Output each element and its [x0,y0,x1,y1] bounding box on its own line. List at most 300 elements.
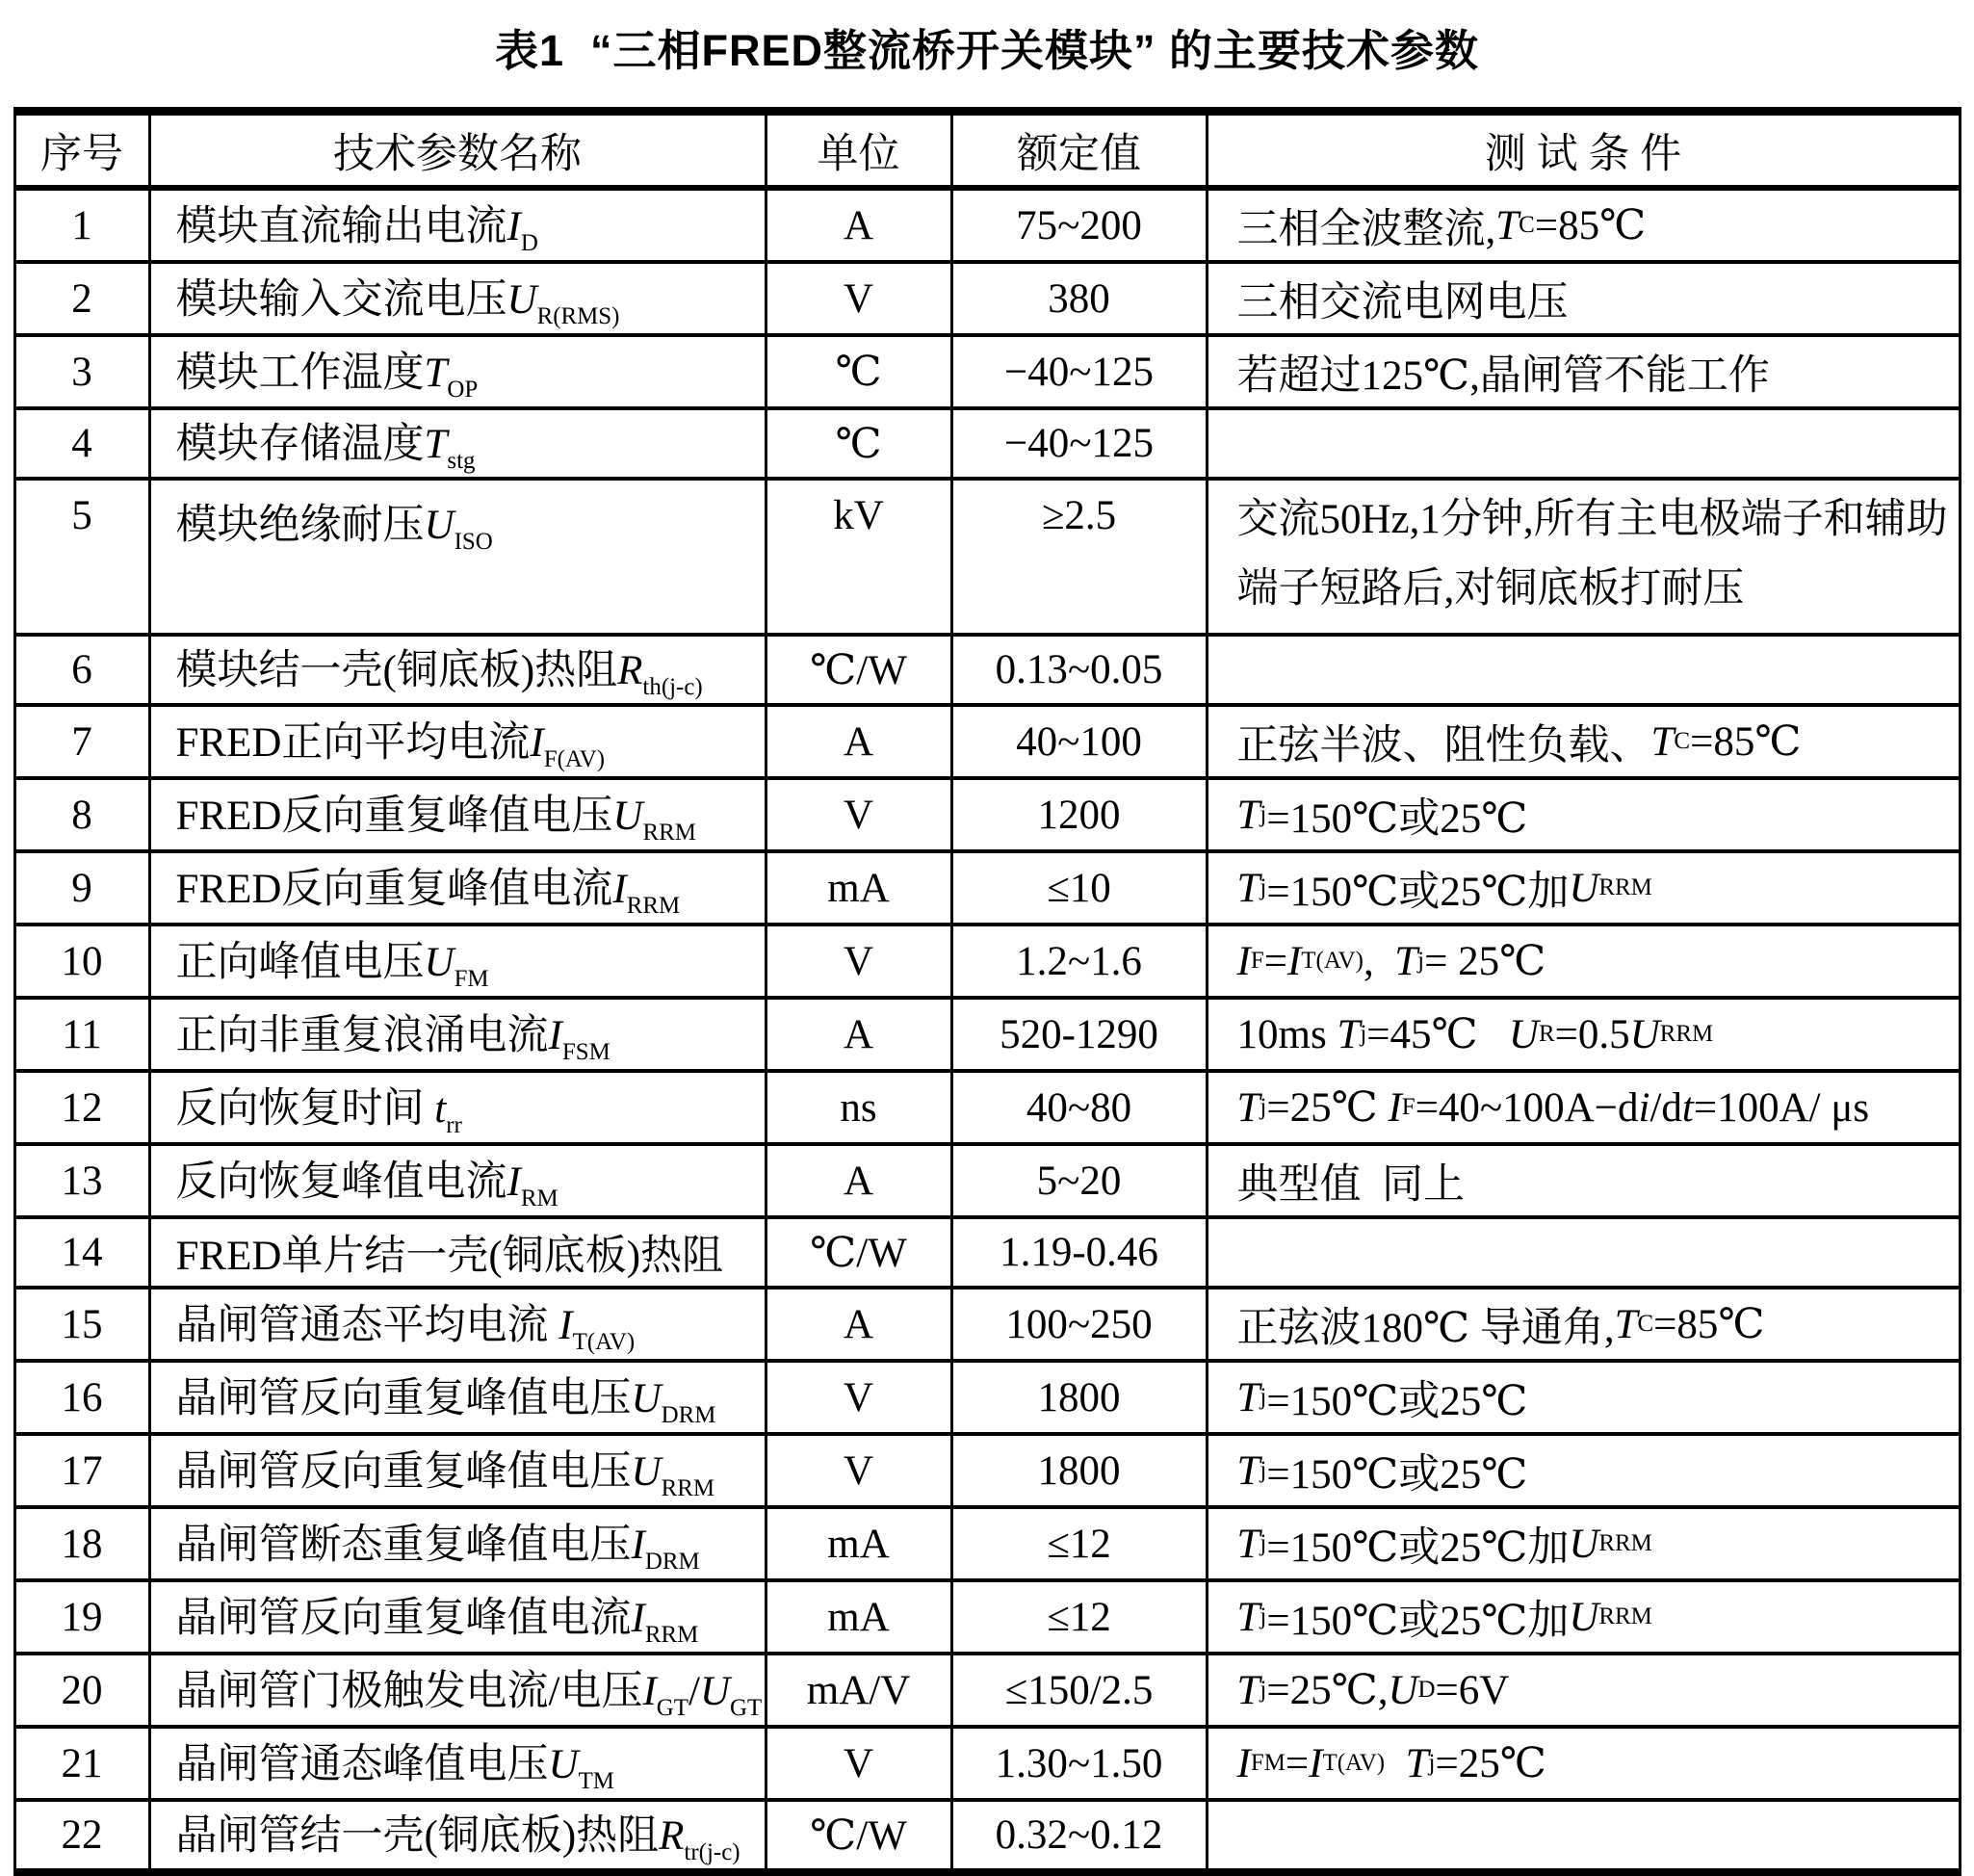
test-condition-cell [1207,705,1960,778]
symbol-subscript: FSM [561,1039,610,1066]
text-segment [1385,1740,1406,1787]
row-number-cell: 21 [14,1727,149,1800]
symbol-letter: U [1629,1011,1660,1057]
symbol-subscript: j [1260,1530,1267,1556]
text-segment: = [1263,938,1287,984]
text-segment: =6V [1435,1667,1510,1713]
row-number-cell: 2 [14,262,149,335]
unit-cell: A [766,1144,951,1217]
symbol-letter: R [617,648,643,694]
param-name-cell [149,1800,766,1872]
param-name-cell [149,1434,766,1507]
text-segment: =40~100A−d [1415,1084,1639,1131]
symbol-subscript: DRM [644,1549,700,1576]
symbol-subscript: RRM [1598,1530,1652,1556]
table-row [14,925,1960,998]
text-segment: 晶闸管通态峰值电压 [175,1741,549,1787]
symbol-letter: U [548,1741,579,1787]
row-number-cell: 19 [14,1580,149,1654]
condition-line [1237,1073,1959,1142]
table-body [14,188,1960,1872]
param-name-cell [149,851,766,925]
unit-cell: kV [766,479,951,635]
unit-cell: ℃/W [766,1217,951,1288]
symbol-letter: U [631,1448,662,1495]
symbol-subscript: T(AV) [1301,948,1364,974]
row-number-cell: 10 [14,925,149,998]
symbol-letter: T [1236,865,1260,911]
test-condition-cell [1207,1071,1960,1144]
text-segment: 三相交流电网电压 [1236,279,1569,326]
unit-cell: mA [766,1507,951,1580]
symbol-subscript: j [1260,1457,1267,1483]
symbol-letter: I [612,866,627,912]
param-name-cell [149,188,766,262]
symbol-letter: T [424,422,448,468]
row-number-cell: 13 [14,1144,149,1217]
symbol-letter: T [1236,1667,1260,1713]
row-number-cell: 22 [14,1800,149,1872]
symbol-subscript: RRM [1598,1603,1652,1629]
symbol-subscript: GT [656,1695,689,1722]
param-name-cell [149,1361,766,1434]
symbol-subscript: T(AV) [572,1329,636,1356]
param-name-cell [149,335,766,408]
symbol-letter: I [506,203,521,249]
condition-line [1237,264,1959,333]
condition-line [1237,1655,1959,1725]
symbol-subscript: TM [578,1768,614,1795]
unit-cell: mA [766,851,951,925]
symbol-subscript: j [1417,948,1425,974]
param-name-cell [149,1071,766,1144]
symbol-letter: I [558,1302,573,1348]
symbol-letter: I [530,719,544,766]
param-name-cell [149,1288,766,1361]
condition-line [1237,926,1959,996]
symbol-subscript: j [1428,1750,1436,1776]
condition-line [1237,853,1959,923]
param-name-cell [149,1144,766,1217]
row-number-cell: 1 [14,188,149,262]
table-header [14,112,1960,189]
symbol-letter: t [434,1085,447,1132]
param-name-cell [149,408,766,479]
text-segment: FRED反向重复峰值电压 [175,793,613,839]
param-name-cell [149,1507,766,1580]
text-segment: 模块直流输出电流 [175,203,507,249]
symbol-subscript: j [1260,801,1267,827]
text-segment: , [1363,938,1395,984]
row-number-cell: 14 [14,1217,149,1288]
parameters-table [13,107,1961,1876]
condition-line [1237,191,1959,260]
text-segment: 三相全波整流, [1236,206,1496,252]
row-number-cell: 20 [14,1654,149,1727]
test-condition-cell [1207,851,1960,925]
symbol-subscript: RRM [1659,1021,1714,1047]
test-condition-cell [1207,479,1960,635]
header-rated-value: 额定值 [951,112,1207,189]
test-condition-cell [1207,335,1960,408]
condition-line [1237,1146,1959,1215]
test-condition-cell [1207,1507,1960,1580]
text-segment: 晶闸管结一壳(铜底板)热阻 [175,1813,660,1860]
symbol-subscript: j [1260,1094,1267,1120]
test-condition-cell [1207,1144,1960,1217]
table-row [14,335,1960,408]
table-row [14,778,1960,851]
test-condition-cell [1207,1217,1960,1288]
header-row [14,112,1960,189]
symbol-letter: U [1569,1521,1599,1567]
test-condition-cell [1207,1434,1960,1507]
symbol-subscript: DRM [661,1402,716,1429]
row-number-cell: 3 [14,335,149,408]
symbol-subscript: rr [446,1112,462,1139]
test-condition-cell [1207,262,1960,335]
rated-value-cell: 1.19-0.46 [951,1217,1207,1288]
symbol-subscript: j [1260,1603,1267,1629]
symbol-subscript: FM [454,966,489,993]
param-name-cell [149,1580,766,1654]
symbol-subscript: R [1538,1021,1555,1047]
symbol-letter: T [1236,1374,1260,1420]
param-name-cell [149,1727,766,1800]
text-segment: 反向恢复峰值电流 [175,1159,507,1205]
symbol-letter: T [1337,1011,1361,1057]
condition-line [1237,707,1959,776]
text-segment: 模块输入交流电压 [175,276,507,323]
header-no: 序号 [14,112,149,189]
symbol-letter: i [1638,1084,1650,1131]
row-number-cell: 17 [14,1434,149,1507]
test-condition-cell [1207,1361,1960,1434]
symbol-letter: t [1681,1084,1694,1131]
symbol-subscript: RRM [626,893,681,920]
rated-value-cell: 0.13~0.05 [951,635,1207,705]
symbol-subscript: F(AV) [543,746,606,773]
symbol-letter: I [1309,1740,1323,1786]
text-segment: =25℃ [1266,1085,1389,1131]
text-segment: 端子短路后,对铜底板打耐压 [1236,565,1745,612]
unit-cell: ℃/W [766,635,951,705]
test-condition-cell [1207,188,1960,262]
param-name-cell [149,1654,766,1727]
condition-line [1237,1000,1959,1069]
table-row [14,998,1960,1071]
row-number-cell: 18 [14,1507,149,1580]
text-segment: =85℃ [1534,203,1647,248]
text-segment: 模块结一壳(铜底板)热阻 [175,648,618,694]
symbol-letter: U [631,1375,662,1421]
test-condition-cell [1207,1800,1960,1872]
table-row [14,635,1960,705]
rated-value-cell: 40~100 [951,705,1207,778]
text-segment: 晶闸管门极触发电流/电压 [175,1668,643,1714]
text-segment: 正弦波180℃ 导通角, [1236,1305,1615,1351]
condition-line [1237,1436,1959,1505]
text-segment: =25℃ [1435,1741,1546,1786]
symbol-subscript: F [1401,1094,1416,1120]
condition-line [1237,1729,1959,1798]
symbol-letter: T [424,350,448,396]
test-condition-cell [1207,998,1960,1071]
text-segment: =45℃ [1366,1012,1509,1057]
row-number-cell: 7 [14,705,149,778]
symbol-letter: U [1569,1594,1599,1640]
symbol-letter: U [424,939,455,985]
row-number-cell: 5 [14,479,149,635]
param-name-cell [149,778,766,851]
symbol-letter: U [612,793,643,839]
unit-cell: mA/V [766,1654,951,1727]
text-segment: =100A/ μs [1693,1084,1870,1131]
unit-cell: mA [766,1580,951,1654]
condition-line [1237,481,1959,550]
rated-value-cell: ≤12 [951,1580,1207,1654]
symbol-subscript: C [1519,212,1535,238]
symbol-subscript: R(RMS) [536,303,620,330]
rated-value-cell: 520-1290 [951,998,1207,1071]
test-condition-cell [1207,1288,1960,1361]
table-row [14,1144,1960,1217]
condition-line [1237,1582,1959,1652]
text-segment: / [688,1668,700,1714]
symbol-subscript: j [1260,874,1267,900]
param-name-cell [149,635,766,705]
unit-cell: A [766,1288,951,1361]
condition-line [1237,1509,1959,1578]
rated-value-cell: 100~250 [951,1288,1207,1361]
param-name-cell [149,1217,766,1288]
unit-cell: A [766,998,951,1071]
text-segment: =85℃ [1653,1302,1765,1347]
unit-cell: V [766,1361,951,1434]
symbol-letter: I [642,1668,657,1714]
text-segment: =25℃, [1266,1668,1389,1713]
param-name-cell [149,479,766,635]
symbol-letter: R [659,1813,685,1860]
symbol-letter: T [1236,1594,1260,1640]
symbol-letter: T [1236,1521,1260,1567]
symbol-subscript: FM [1250,1750,1286,1776]
rated-value-cell: ≤12 [951,1507,1207,1580]
symbol-letter: I [631,1522,645,1568]
param-name-cell [149,998,766,1071]
symbol-subscript: D [520,230,538,257]
table-row [14,1507,1960,1580]
unit-cell: V [766,778,951,851]
table-row [14,705,1960,778]
test-condition-cell [1207,408,1960,479]
text-segment: 模块存储温度 [175,422,425,468]
symbol-subscript: j [1260,1384,1267,1410]
symbol-letter: I [506,1159,521,1205]
table-row [14,1288,1960,1361]
text-segment: 典型值 同上 [1236,1161,1465,1208]
rated-value-cell: 1800 [951,1434,1207,1507]
symbol-letter: T [1236,792,1260,838]
text-segment: 反向恢复时间 [175,1085,435,1132]
rated-value-cell: 1200 [951,778,1207,851]
symbol-letter: U [1508,1011,1539,1057]
symbol-subscript: ISO [454,529,493,556]
symbol-subscript: C [1674,728,1691,754]
table-title: 表1 “三相FRED整流桥开关模块” 的主要技术参数 [494,26,1480,75]
symbol-letter: U [699,1668,731,1714]
condition-line [1237,550,1959,619]
symbol-letter: I [1286,938,1302,984]
symbol-letter: T [1405,1740,1429,1786]
symbol-letter: I [1388,1084,1402,1131]
header-test-condition: 测 试 条 件 [1207,112,1960,189]
test-condition-cell [1207,1580,1960,1654]
condition-line [1237,337,1959,406]
text-segment: = [1285,1740,1310,1786]
param-name-cell [149,262,766,335]
symbol-subscript: th(j-c) [642,674,703,701]
symbol-letter: T [1650,718,1675,765]
test-condition-cell [1207,778,1960,851]
symbol-subscript: RRM [642,820,696,847]
symbol-subscript: F [1250,948,1264,974]
text-segment: /d [1649,1084,1682,1131]
table-row [14,851,1960,925]
text-segment: =150℃或25℃加 [1266,1524,1570,1571]
text-segment: = 25℃ [1424,939,1546,984]
symbol-letter: I [631,1595,645,1641]
rated-value-cell: 5~20 [951,1144,1207,1217]
unit-cell: ℃/W [766,1800,951,1872]
condition-line [1237,780,1959,849]
rated-value-cell: 75~200 [951,188,1207,262]
symbol-subscript: j [1360,1021,1367,1047]
table-row [14,408,1960,479]
rated-value-cell: ≤150/2.5 [951,1654,1207,1727]
condition-line [1237,1363,1959,1432]
text-segment: 晶闸管反向重复峰值电压 [175,1448,632,1495]
symbol-letter: I [1236,1740,1251,1786]
table-row [14,479,1960,635]
symbol-letter: U [1569,865,1599,911]
symbol-subscript: RM [520,1186,558,1212]
param-name-cell [149,705,766,778]
text-segment: =85℃ [1690,719,1802,765]
symbol-subscript: OP [447,377,479,404]
text-segment: =150℃或25℃ [1266,795,1528,842]
rated-value-cell: −40~125 [951,335,1207,408]
header-unit: 单位 [766,112,951,189]
symbol-subscript: RRM [644,1622,699,1649]
table-row [14,1217,1960,1288]
unit-cell: A [766,705,951,778]
text-segment: 正向非重复浪涌电流 [175,1012,549,1058]
symbol-letter: U [506,276,537,323]
row-number-cell: 4 [14,408,149,479]
row-number-cell: 9 [14,851,149,925]
text-segment: 晶闸管断态重复峰值电压 [175,1522,632,1568]
rated-value-cell: 0.32~0.12 [951,1800,1207,1872]
text-segment: FRED反向重复峰值电流 [175,866,613,912]
unit-cell: ns [766,1071,951,1144]
rated-value-cell: 1.30~1.50 [951,1727,1207,1800]
symbol-subscript: RRM [1598,874,1652,900]
text-segment: 晶闸管通态平均电流 [175,1302,559,1348]
symbol-letter: T [1236,1447,1260,1494]
rated-value-cell: ≤10 [951,851,1207,925]
condition-line [1237,1290,1959,1359]
text-segment: 正向峰值电压 [175,939,425,985]
row-number-cell: 12 [14,1071,149,1144]
symbol-letter: T [1495,202,1519,248]
table-row [14,262,1960,335]
unit-cell: ℃ [766,335,951,408]
symbol-letter: U [424,503,455,548]
row-number-cell: 6 [14,635,149,705]
text-segment: 正弦半波、阻性负载、 [1236,722,1651,769]
text-segment: 交流50Hz,1分钟,所有主电极端子和辅助 [1236,496,1948,542]
table-row [14,1361,1960,1434]
rated-value-cell: −40~125 [951,408,1207,479]
symbol-letter: I [1236,938,1251,984]
text-segment: 模块绝缘耐压 [175,503,425,548]
symbol-subscript: stg [447,448,476,475]
text-segment: 若超过125℃,晶闸管不能工作 [1236,352,1770,399]
param-name-cell [149,925,766,998]
symbol-subscript: RRM [661,1475,715,1502]
table-row [14,1800,1960,1872]
text-segment: =150℃或25℃ [1266,1451,1528,1498]
symbol-letter: I [548,1012,562,1058]
text-segment: =0.5 [1554,1011,1630,1057]
symbol-letter: T [1394,938,1418,984]
text-segment: 晶闸管反向重复峰值电流 [175,1595,632,1641]
table-row [14,1727,1960,1800]
symbol-letter: T [1614,1301,1638,1347]
rated-value-cell: 40~80 [951,1071,1207,1144]
row-number-cell: 11 [14,998,149,1071]
table-row [14,1654,1960,1727]
row-number-cell: 16 [14,1361,149,1434]
unit-cell: V [766,1434,951,1507]
symbol-subscript: j [1260,1677,1267,1703]
symbol-subscript: GT [730,1695,763,1722]
unit-cell: V [766,1727,951,1800]
table-row [14,188,1960,262]
unit-cell: V [766,925,951,998]
test-condition-cell [1207,1654,1960,1727]
header-param-name: 技术参数名称 [149,112,766,189]
symbol-letter: U [1388,1667,1418,1713]
table-row [14,1434,1960,1507]
text-segment: =150℃或25℃加 [1266,1598,1570,1644]
text-segment: 10ms [1236,1011,1338,1057]
rated-value-cell: 1800 [951,1361,1207,1434]
test-condition-cell [1207,925,1960,998]
unit-cell: A [766,188,951,262]
rated-value-cell: 1.2~1.6 [951,925,1207,998]
text-segment: =150℃或25℃加 [1266,869,1570,915]
test-condition-cell [1207,635,1960,705]
symbol-subscript: T(AV) [1322,1750,1386,1776]
row-number-cell: 15 [14,1288,149,1361]
text-segment: FRED正向平均电流 [175,719,531,766]
symbol-letter: T [1236,1084,1260,1131]
symbol-subscript: D [1417,1677,1436,1703]
unit-cell: ℃ [766,408,951,479]
rated-value-cell: ≥2.5 [951,479,1207,635]
